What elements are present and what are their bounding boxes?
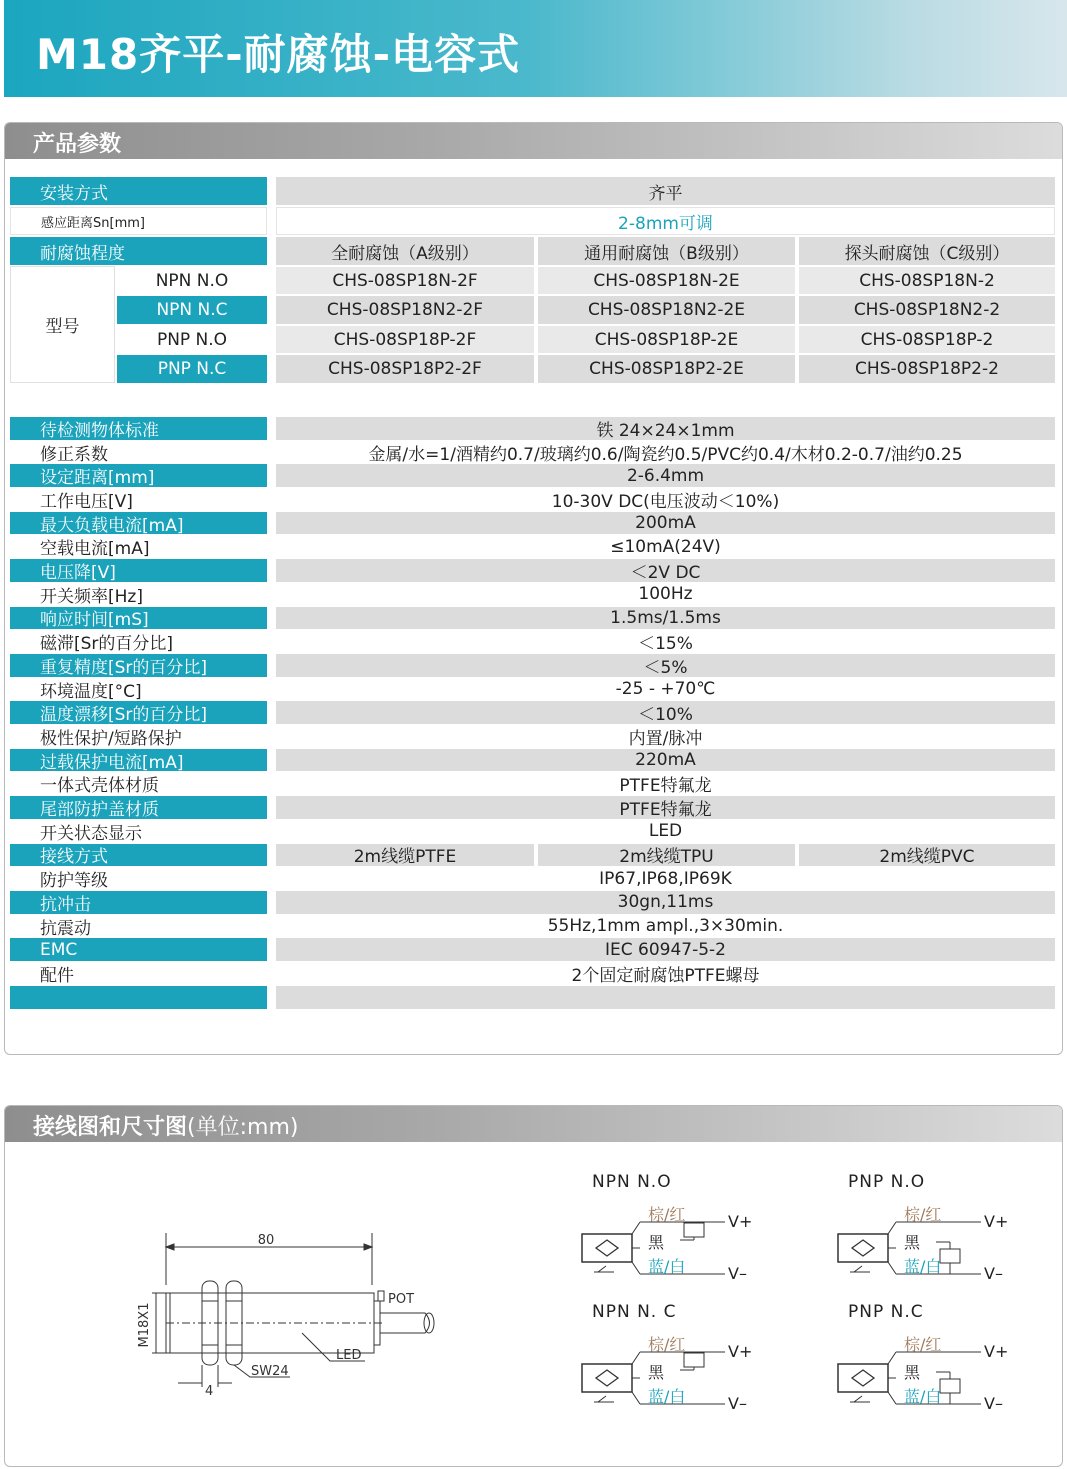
- spec-value: 55Hz,1mm ampl.,3×30min.: [276, 915, 1055, 938]
- spec-value: 100Hz: [276, 583, 1055, 606]
- wire-blue-label: 蓝/白: [648, 1257, 686, 1276]
- wiring-title: NPN N. C: [592, 1302, 677, 1322]
- model-b: CHS-08SP18P-2E: [538, 326, 795, 353]
- wiring-diagram: [836, 1330, 1056, 1420]
- spec-value: 220mA: [276, 749, 1055, 772]
- spec-value: ＜15%: [276, 630, 1055, 653]
- grade-c: 探头耐腐蚀（C级别）: [799, 237, 1055, 265]
- model-type: NPN N.O: [117, 267, 267, 294]
- wiring-heading: 接线图和尺寸图(单位:mm): [33, 1115, 299, 1140]
- dim-length: 80: [257, 1233, 275, 1248]
- model-b: CHS-08SP18N2-2E: [538, 296, 795, 324]
- model-type: NPN N.C: [117, 296, 267, 324]
- wiring-diagram: [580, 1330, 800, 1420]
- spec-label: EMC: [10, 938, 267, 961]
- spec-label: 抗冲击: [10, 891, 267, 914]
- params-heading: 产品参数: [33, 132, 122, 157]
- spec-value: 铁 24×24×1mm: [276, 417, 1055, 440]
- wire-brown-label: 棕/红: [904, 1335, 942, 1354]
- model-a: CHS-08SP18P-2F: [276, 326, 534, 353]
- spec-label: 最大负载电流[mA]: [10, 512, 267, 535]
- page-title: M18齐平-耐腐蚀-电容式: [36, 30, 521, 79]
- wire-black-label: 黑: [904, 1363, 921, 1382]
- spec-label: 接线方式: [10, 844, 267, 867]
- wire-black-label: 黑: [648, 1233, 665, 1252]
- wire-blue-label: 蓝/白: [904, 1257, 942, 1276]
- wire-black-label: 黑: [904, 1233, 921, 1252]
- spec-value: LED: [276, 820, 1055, 843]
- spec-value: 10-30V DC(电压波动＜10%): [276, 488, 1055, 511]
- terminal-vminus: V–: [728, 1394, 747, 1413]
- spec-value: 2-6.4mm: [276, 464, 1055, 487]
- spec-label: 修正系数: [10, 441, 267, 464]
- spec-label: 磁滞[Sr的百分比]: [10, 630, 267, 653]
- spec-label: 过载保护电流[mA]: [10, 749, 267, 772]
- dimension-drawing: [120, 1225, 460, 1405]
- wiring-title: PNP N.O: [848, 1172, 926, 1192]
- spec-value: ＜10%: [276, 701, 1055, 724]
- wire-black-label: 黑: [648, 1363, 665, 1382]
- spec-value: 1.5ms/1.5ms: [276, 607, 1055, 630]
- spec-value: 30gn,11ms: [276, 891, 1055, 914]
- grade-a: 全耐腐蚀（A级别）: [276, 237, 534, 265]
- grade-label: 耐腐蚀程度: [10, 237, 267, 265]
- spec-value: PTFE特氟龙: [276, 796, 1055, 819]
- grade-b: 通用耐腐蚀（B级别）: [538, 237, 795, 265]
- model-a: CHS-08SP18N-2F: [276, 267, 534, 294]
- terminal-vplus: V+: [728, 1342, 753, 1361]
- range-label: 感应距离Sn[mm]: [10, 207, 267, 235]
- spec-value: IP67,IP68,IP69K: [276, 867, 1055, 890]
- spec-value: 2个固定耐腐蚀PTFE螺母: [276, 962, 1055, 985]
- model-a: CHS-08SP18N2-2F: [276, 296, 534, 324]
- spec-end-value: [276, 986, 1055, 1010]
- spec-label: 空载电流[mA]: [10, 536, 267, 559]
- spec-value: -25 - +70℃: [276, 678, 1055, 701]
- terminal-vminus: V–: [728, 1264, 747, 1283]
- spec-label: 温度漂移[Sr的百分比]: [10, 701, 267, 724]
- wiring-title: PNP N.C: [848, 1302, 924, 1322]
- spec-value: 2m线缆PVC: [799, 844, 1055, 867]
- model-b: CHS-08SP18N-2E: [538, 267, 795, 294]
- model-c: CHS-08SP18N-2: [799, 267, 1055, 294]
- model-a: CHS-08SP18P2-2F: [276, 355, 534, 383]
- spec-value: 金属/水=1/酒精约0.7/玻璃约0.6/陶瓷约0.5/PVC约0.4/木材0.2-0.7/油约0.25: [276, 441, 1055, 464]
- spec-label: 重复精度[Sr的百分比]: [10, 654, 267, 677]
- wire-blue-label: 蓝/白: [648, 1387, 686, 1406]
- dim-nut: 4: [205, 1384, 214, 1399]
- wire-brown-label: 棕/红: [904, 1205, 942, 1224]
- wiring-diagram: [836, 1200, 1056, 1290]
- title-banner: [4, 0, 1067, 97]
- params-header: [5, 123, 1062, 159]
- wire-blue-label: 蓝/白: [904, 1387, 942, 1406]
- spec-label: 待检测物体标准: [10, 417, 267, 440]
- dim-pot: POT: [388, 1292, 415, 1307]
- spec-label: 一体式壳体材质: [10, 773, 267, 796]
- model-type: PNP N.O: [117, 326, 267, 353]
- spec-label: 防护等级: [10, 867, 267, 890]
- model-c: CHS-08SP18P-2: [799, 326, 1055, 353]
- spec-value: PTFE特氟龙: [276, 773, 1055, 796]
- wiring-diagram: [580, 1200, 800, 1290]
- spec-end-label: [10, 986, 267, 1010]
- terminal-vminus: V–: [984, 1264, 1003, 1283]
- spec-label: 设定距离[mm]: [10, 464, 267, 487]
- dim-thread: M18X1: [137, 1302, 152, 1348]
- install-value: 齐平: [276, 177, 1055, 205]
- spec-label: 电压降[V]: [10, 559, 267, 582]
- install-label: 安装方式: [10, 177, 267, 205]
- spec-label: 配件: [10, 962, 267, 985]
- spec-value: ＜2V DC: [276, 559, 1055, 582]
- spec-label: 抗震动: [10, 915, 267, 938]
- spec-value: ＜5%: [276, 654, 1055, 677]
- spec-label: 环境温度[°C]: [10, 678, 267, 701]
- terminal-vplus: V+: [984, 1342, 1009, 1361]
- dim-led: LED: [336, 1348, 362, 1363]
- spec-label: 响应时间[mS]: [10, 607, 267, 630]
- spec-value: IEC 60947-5-2: [276, 938, 1055, 961]
- spec-label: 工作电压[V]: [10, 488, 267, 511]
- spec-label: 开关频率[Hz]: [10, 583, 267, 606]
- terminal-vplus: V+: [728, 1212, 753, 1231]
- terminal-vplus: V+: [984, 1212, 1009, 1231]
- model-type: PNP N.C: [117, 355, 267, 383]
- model-label: 型号: [10, 266, 115, 383]
- spec-label: 极性保护/短路保护: [10, 725, 267, 748]
- spec-value: 2m线缆PTFE: [276, 844, 534, 867]
- model-c: CHS-08SP18P2-2: [799, 355, 1055, 383]
- range-value: 2-8mm可调: [276, 207, 1055, 235]
- wiring-header: [5, 1106, 1062, 1142]
- dim-wrench: SW24: [251, 1364, 289, 1379]
- spec-value: 内置/脉冲: [276, 725, 1055, 748]
- spec-value: 200mA: [276, 512, 1055, 535]
- spec-value: 2m线缆TPU: [538, 844, 795, 867]
- wire-brown-label: 棕/红: [648, 1335, 686, 1354]
- terminal-vminus: V–: [984, 1394, 1003, 1413]
- spec-label: 开关状态显示: [10, 820, 267, 843]
- wiring-title: NPN N.O: [592, 1172, 672, 1192]
- spec-label: 尾部防护盖材质: [10, 796, 267, 819]
- wire-brown-label: 棕/红: [648, 1205, 686, 1224]
- model-b: CHS-08SP18P2-2E: [538, 355, 795, 383]
- spec-value: ≤10mA(24V): [276, 536, 1055, 559]
- model-c: CHS-08SP18N2-2: [799, 296, 1055, 324]
